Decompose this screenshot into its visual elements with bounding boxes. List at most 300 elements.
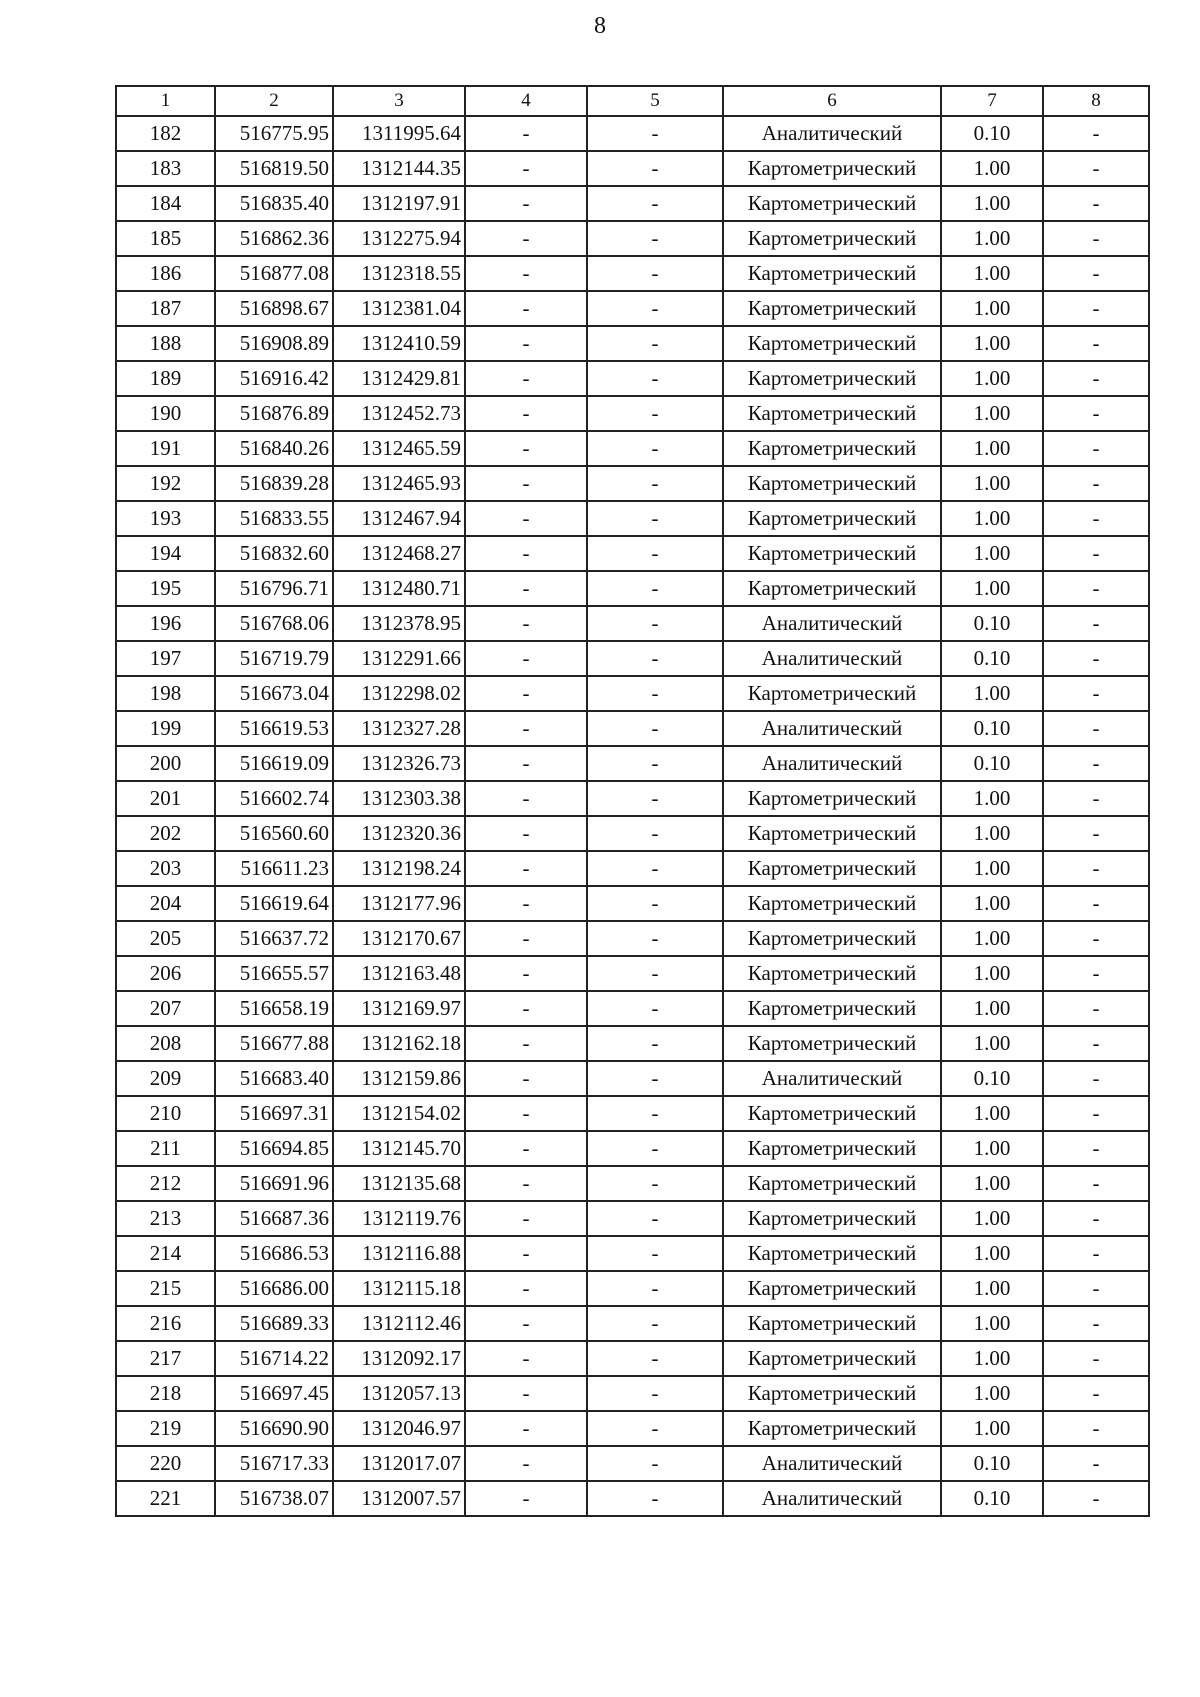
column-8-cell: -: [1043, 1201, 1149, 1236]
table-row: [116, 396, 1149, 431]
point-number-cell: 206: [116, 956, 215, 991]
point-number-cell: 195: [116, 571, 215, 606]
column-8-cell: -: [1043, 396, 1149, 431]
y-coordinate-cell: 1312170.67: [333, 921, 465, 956]
column-8-cell: -: [1043, 641, 1149, 676]
x-coordinate-cell: 516683.40: [215, 1061, 333, 1096]
table-row: [116, 431, 1149, 466]
point-number-cell: 219: [116, 1411, 215, 1446]
column-8-cell: -: [1043, 431, 1149, 466]
point-number-cell: 218: [116, 1376, 215, 1411]
table-row: [116, 641, 1149, 676]
column-header: 5: [587, 86, 723, 116]
column-4-cell: -: [465, 536, 587, 571]
table-row: [116, 1376, 1149, 1411]
column-4-cell: -: [465, 991, 587, 1026]
point-number-cell: 205: [116, 921, 215, 956]
column-4-cell: -: [465, 431, 587, 466]
table-row: [116, 151, 1149, 186]
table-row: [116, 886, 1149, 921]
coordinates-table: [115, 85, 1150, 1517]
accuracy-cell: 1.00: [941, 1201, 1043, 1236]
column-8-cell: -: [1043, 1341, 1149, 1376]
table-row: [116, 466, 1149, 501]
method-cell: Картометрический: [723, 1236, 941, 1271]
x-coordinate-cell: 516832.60: [215, 536, 333, 571]
column-4-cell: -: [465, 501, 587, 536]
column-8-cell: -: [1043, 676, 1149, 711]
y-coordinate-cell: 1312135.68: [333, 1166, 465, 1201]
method-cell: Картометрический: [723, 361, 941, 396]
accuracy-cell: 1.00: [941, 256, 1043, 291]
column-8-cell: -: [1043, 1411, 1149, 1446]
method-cell: Картометрический: [723, 571, 941, 606]
table-row: [116, 1236, 1149, 1271]
x-coordinate-cell: 516619.53: [215, 711, 333, 746]
y-coordinate-cell: 1312429.81: [333, 361, 465, 396]
accuracy-cell: 1.00: [941, 151, 1043, 186]
column-5-cell: -: [587, 186, 723, 221]
x-coordinate-cell: 516658.19: [215, 991, 333, 1026]
accuracy-cell: 1.00: [941, 361, 1043, 396]
point-number-cell: 209: [116, 1061, 215, 1096]
accuracy-cell: 1.00: [941, 676, 1043, 711]
y-coordinate-cell: 1312159.86: [333, 1061, 465, 1096]
point-number-cell: 188: [116, 326, 215, 361]
y-coordinate-cell: 1312465.59: [333, 431, 465, 466]
point-number-cell: 186: [116, 256, 215, 291]
point-number-cell: 211: [116, 1131, 215, 1166]
x-coordinate-cell: 516697.45: [215, 1376, 333, 1411]
accuracy-cell: 1.00: [941, 1131, 1043, 1166]
table-row: [116, 816, 1149, 851]
column-8-cell: -: [1043, 956, 1149, 991]
column-4-cell: -: [465, 1411, 587, 1446]
x-coordinate-cell: 516689.33: [215, 1306, 333, 1341]
column-5-cell: -: [587, 116, 723, 151]
method-cell: Картометрический: [723, 991, 941, 1026]
column-4-cell: -: [465, 746, 587, 781]
accuracy-cell: 1.00: [941, 956, 1043, 991]
column-5-cell: -: [587, 431, 723, 466]
column-4-cell: -: [465, 1271, 587, 1306]
page-number: 8: [594, 13, 606, 39]
table-row: [116, 711, 1149, 746]
point-number-cell: 217: [116, 1341, 215, 1376]
column-header: 3: [333, 86, 465, 116]
column-header: 7: [941, 86, 1043, 116]
column-5-cell: -: [587, 291, 723, 326]
column-8-cell: -: [1043, 1166, 1149, 1201]
column-5-cell: -: [587, 1411, 723, 1446]
y-coordinate-cell: 1312154.02: [333, 1096, 465, 1131]
y-coordinate-cell: 1312291.66: [333, 641, 465, 676]
method-cell: Картометрический: [723, 1201, 941, 1236]
y-coordinate-cell: 1312119.76: [333, 1201, 465, 1236]
accuracy-cell: 1.00: [941, 1271, 1043, 1306]
y-coordinate-cell: 1312162.18: [333, 1026, 465, 1061]
point-number-cell: 216: [116, 1306, 215, 1341]
x-coordinate-cell: 516694.85: [215, 1131, 333, 1166]
column-5-cell: -: [587, 816, 723, 851]
x-coordinate-cell: 516738.07: [215, 1481, 333, 1516]
table-row: [116, 1026, 1149, 1061]
y-coordinate-cell: 1312169.97: [333, 991, 465, 1026]
column-4-cell: -: [465, 186, 587, 221]
column-4-cell: -: [465, 466, 587, 501]
x-coordinate-cell: 516819.50: [215, 151, 333, 186]
method-cell: Аналитический: [723, 711, 941, 746]
column-5-cell: -: [587, 221, 723, 256]
point-number-cell: 190: [116, 396, 215, 431]
point-number-cell: 213: [116, 1201, 215, 1236]
accuracy-cell: 0.10: [941, 1481, 1043, 1516]
x-coordinate-cell: 516714.22: [215, 1341, 333, 1376]
column-4-cell: -: [465, 781, 587, 816]
column-5-cell: -: [587, 851, 723, 886]
column-5-cell: -: [587, 361, 723, 396]
column-5-cell: -: [587, 1341, 723, 1376]
column-4-cell: -: [465, 326, 587, 361]
x-coordinate-cell: 516611.23: [215, 851, 333, 886]
x-coordinate-cell: 516840.26: [215, 431, 333, 466]
point-number-cell: 214: [116, 1236, 215, 1271]
point-number-cell: 212: [116, 1166, 215, 1201]
column-header: 8: [1043, 86, 1149, 116]
column-8-cell: -: [1043, 186, 1149, 221]
table-body: [116, 116, 1149, 1516]
method-cell: Картометрический: [723, 1411, 941, 1446]
column-8-cell: -: [1043, 291, 1149, 326]
point-number-cell: 221: [116, 1481, 215, 1516]
x-coordinate-cell: 516686.00: [215, 1271, 333, 1306]
accuracy-cell: 1.00: [941, 921, 1043, 956]
column-4-cell: -: [465, 1166, 587, 1201]
point-number-cell: 197: [116, 641, 215, 676]
point-number-cell: 191: [116, 431, 215, 466]
table-row: [116, 851, 1149, 886]
x-coordinate-cell: 516677.88: [215, 1026, 333, 1061]
accuracy-cell: 1.00: [941, 571, 1043, 606]
method-cell: Картометрический: [723, 1376, 941, 1411]
column-4-cell: -: [465, 116, 587, 151]
column-8-cell: -: [1043, 116, 1149, 151]
y-coordinate-cell: 1312320.36: [333, 816, 465, 851]
x-coordinate-cell: 516862.36: [215, 221, 333, 256]
accuracy-cell: 0.10: [941, 746, 1043, 781]
y-coordinate-cell: 1312115.18: [333, 1271, 465, 1306]
column-4-cell: -: [465, 816, 587, 851]
accuracy-cell: 1.00: [941, 991, 1043, 1026]
point-number-cell: 182: [116, 116, 215, 151]
method-cell: Картометрический: [723, 1341, 941, 1376]
accuracy-cell: 1.00: [941, 1026, 1043, 1061]
column-4-cell: -: [465, 1376, 587, 1411]
column-5-cell: -: [587, 606, 723, 641]
column-8-cell: -: [1043, 1061, 1149, 1096]
column-4-cell: -: [465, 361, 587, 396]
y-coordinate-cell: 1312144.35: [333, 151, 465, 186]
column-4-cell: -: [465, 711, 587, 746]
accuracy-cell: 0.10: [941, 711, 1043, 746]
column-4-cell: -: [465, 1236, 587, 1271]
y-coordinate-cell: 1312145.70: [333, 1131, 465, 1166]
accuracy-cell: 1.00: [941, 781, 1043, 816]
column-8-cell: -: [1043, 886, 1149, 921]
column-4-cell: -: [465, 1096, 587, 1131]
column-8-cell: -: [1043, 711, 1149, 746]
accuracy-cell: 1.00: [941, 501, 1043, 536]
column-5-cell: -: [587, 886, 723, 921]
column-5-cell: -: [587, 1271, 723, 1306]
column-8-cell: -: [1043, 921, 1149, 956]
accuracy-cell: 1.00: [941, 291, 1043, 326]
x-coordinate-cell: 516602.74: [215, 781, 333, 816]
column-4-cell: -: [465, 1481, 587, 1516]
column-8-cell: -: [1043, 746, 1149, 781]
table-row: [116, 781, 1149, 816]
x-coordinate-cell: 516835.40: [215, 186, 333, 221]
x-coordinate-cell: 516719.79: [215, 641, 333, 676]
column-5-cell: -: [587, 326, 723, 361]
column-8-cell: -: [1043, 606, 1149, 641]
column-4-cell: -: [465, 1131, 587, 1166]
x-coordinate-cell: 516691.96: [215, 1166, 333, 1201]
accuracy-cell: 1.00: [941, 1411, 1043, 1446]
y-coordinate-cell: 1312480.71: [333, 571, 465, 606]
accuracy-cell: 1.00: [941, 1166, 1043, 1201]
y-coordinate-cell: 1312467.94: [333, 501, 465, 536]
table-row: [116, 291, 1149, 326]
method-cell: Картометрический: [723, 291, 941, 326]
y-coordinate-cell: 1312007.57: [333, 1481, 465, 1516]
point-number-cell: 183: [116, 151, 215, 186]
x-coordinate-cell: 516673.04: [215, 676, 333, 711]
column-8-cell: -: [1043, 571, 1149, 606]
column-4-cell: -: [465, 221, 587, 256]
y-coordinate-cell: 1312163.48: [333, 956, 465, 991]
y-coordinate-cell: 1312112.46: [333, 1306, 465, 1341]
column-8-cell: -: [1043, 1096, 1149, 1131]
column-8-cell: -: [1043, 361, 1149, 396]
method-cell: Картометрический: [723, 851, 941, 886]
y-coordinate-cell: 1312327.28: [333, 711, 465, 746]
column-5-cell: -: [587, 921, 723, 956]
accuracy-cell: 0.10: [941, 1446, 1043, 1481]
table-row: [116, 1061, 1149, 1096]
method-cell: Аналитический: [723, 1481, 941, 1516]
point-number-cell: 184: [116, 186, 215, 221]
column-5-cell: -: [587, 1376, 723, 1411]
column-8-cell: -: [1043, 501, 1149, 536]
column-header: 2: [215, 86, 333, 116]
table-row: [116, 1096, 1149, 1131]
column-8-cell: -: [1043, 466, 1149, 501]
column-8-cell: -: [1043, 1446, 1149, 1481]
method-cell: Картометрический: [723, 396, 941, 431]
table-row: [116, 1306, 1149, 1341]
column-5-cell: -: [587, 466, 723, 501]
method-cell: Картометрический: [723, 1306, 941, 1341]
column-8-cell: -: [1043, 1236, 1149, 1271]
x-coordinate-cell: 516697.31: [215, 1096, 333, 1131]
table-row: [116, 991, 1149, 1026]
y-coordinate-cell: 1312381.04: [333, 291, 465, 326]
column-4-cell: -: [465, 1026, 587, 1061]
column-8-cell: -: [1043, 781, 1149, 816]
method-cell: Картометрический: [723, 921, 941, 956]
column-8-cell: -: [1043, 1131, 1149, 1166]
column-8-cell: -: [1043, 816, 1149, 851]
y-coordinate-cell: 1312017.07: [333, 1446, 465, 1481]
x-coordinate-cell: 516655.57: [215, 956, 333, 991]
table-row: [116, 221, 1149, 256]
column-8-cell: -: [1043, 851, 1149, 886]
accuracy-cell: 1.00: [941, 1376, 1043, 1411]
table-row: [116, 361, 1149, 396]
column-5-cell: -: [587, 1026, 723, 1061]
column-8-cell: -: [1043, 221, 1149, 256]
accuracy-cell: 1.00: [941, 326, 1043, 361]
method-cell: Картометрический: [723, 466, 941, 501]
column-5-cell: -: [587, 571, 723, 606]
column-5-cell: -: [587, 501, 723, 536]
point-number-cell: 201: [116, 781, 215, 816]
column-header: 4: [465, 86, 587, 116]
y-coordinate-cell: 1311995.64: [333, 116, 465, 151]
column-5-cell: -: [587, 711, 723, 746]
column-8-cell: -: [1043, 991, 1149, 1026]
column-4-cell: -: [465, 291, 587, 326]
table-row: [116, 186, 1149, 221]
method-cell: Картометрический: [723, 431, 941, 466]
point-number-cell: 203: [116, 851, 215, 886]
x-coordinate-cell: 516916.42: [215, 361, 333, 396]
table-row: [116, 1481, 1149, 1516]
accuracy-cell: 1.00: [941, 1096, 1043, 1131]
column-8-cell: -: [1043, 256, 1149, 291]
column-5-cell: -: [587, 1061, 723, 1096]
column-5-cell: -: [587, 676, 723, 711]
y-coordinate-cell: 1312177.96: [333, 886, 465, 921]
method-cell: Аналитический: [723, 1446, 941, 1481]
table-row: [116, 116, 1149, 151]
x-coordinate-cell: 516768.06: [215, 606, 333, 641]
accuracy-cell: 1.00: [941, 221, 1043, 256]
column-5-cell: -: [587, 781, 723, 816]
accuracy-cell: 1.00: [941, 886, 1043, 921]
x-coordinate-cell: 516796.71: [215, 571, 333, 606]
x-coordinate-cell: 516619.64: [215, 886, 333, 921]
x-coordinate-cell: 516876.89: [215, 396, 333, 431]
point-number-cell: 194: [116, 536, 215, 571]
table-row: [116, 606, 1149, 641]
point-number-cell: 207: [116, 991, 215, 1026]
y-coordinate-cell: 1312057.13: [333, 1376, 465, 1411]
point-number-cell: 220: [116, 1446, 215, 1481]
y-coordinate-cell: 1312410.59: [333, 326, 465, 361]
x-coordinate-cell: 516717.33: [215, 1446, 333, 1481]
method-cell: Картометрический: [723, 1131, 941, 1166]
column-5-cell: -: [587, 1236, 723, 1271]
x-coordinate-cell: 516637.72: [215, 921, 333, 956]
y-coordinate-cell: 1312468.27: [333, 536, 465, 571]
y-coordinate-cell: 1312092.17: [333, 1341, 465, 1376]
column-4-cell: -: [465, 851, 587, 886]
y-coordinate-cell: 1312116.88: [333, 1236, 465, 1271]
y-coordinate-cell: 1312298.02: [333, 676, 465, 711]
y-coordinate-cell: 1312465.93: [333, 466, 465, 501]
accuracy-cell: 0.10: [941, 606, 1043, 641]
column-4-cell: -: [465, 676, 587, 711]
column-5-cell: -: [587, 1481, 723, 1516]
column-4-cell: -: [465, 1306, 587, 1341]
table-row: [116, 571, 1149, 606]
table-row: [116, 956, 1149, 991]
method-cell: Картометрический: [723, 326, 941, 361]
point-number-cell: 189: [116, 361, 215, 396]
method-cell: Картометрический: [723, 151, 941, 186]
column-header: 1: [116, 86, 215, 116]
y-coordinate-cell: 1312198.24: [333, 851, 465, 886]
method-cell: Картометрический: [723, 1271, 941, 1306]
accuracy-cell: 1.00: [941, 466, 1043, 501]
method-cell: Картометрический: [723, 676, 941, 711]
y-coordinate-cell: 1312197.91: [333, 186, 465, 221]
column-4-cell: -: [465, 151, 587, 186]
column-5-cell: -: [587, 536, 723, 571]
point-number-cell: 204: [116, 886, 215, 921]
table-row: [116, 1166, 1149, 1201]
y-coordinate-cell: 1312452.73: [333, 396, 465, 431]
accuracy-cell: 0.10: [941, 1061, 1043, 1096]
method-cell: Аналитический: [723, 641, 941, 676]
method-cell: Аналитический: [723, 746, 941, 781]
column-5-cell: -: [587, 641, 723, 676]
column-5-cell: -: [587, 256, 723, 291]
accuracy-cell: 1.00: [941, 1236, 1043, 1271]
point-number-cell: 202: [116, 816, 215, 851]
y-coordinate-cell: 1312326.73: [333, 746, 465, 781]
table-row: [116, 1446, 1149, 1481]
column-4-cell: -: [465, 1061, 587, 1096]
column-4-cell: -: [465, 1341, 587, 1376]
method-cell: Картометрический: [723, 781, 941, 816]
table-row: [116, 501, 1149, 536]
table-row: [116, 1411, 1149, 1446]
point-number-cell: 199: [116, 711, 215, 746]
table-row: [116, 326, 1149, 361]
accuracy-cell: 1.00: [941, 1306, 1043, 1341]
table-row: [116, 1131, 1149, 1166]
method-cell: Картометрический: [723, 1096, 941, 1131]
method-cell: Картометрический: [723, 816, 941, 851]
y-coordinate-cell: 1312318.55: [333, 256, 465, 291]
x-coordinate-cell: 516908.89: [215, 326, 333, 361]
table-row: [116, 746, 1149, 781]
x-coordinate-cell: 516775.95: [215, 116, 333, 151]
column-5-cell: -: [587, 1096, 723, 1131]
accuracy-cell: 0.10: [941, 116, 1043, 151]
column-5-cell: -: [587, 151, 723, 186]
method-cell: Картометрический: [723, 886, 941, 921]
x-coordinate-cell: 516833.55: [215, 501, 333, 536]
method-cell: Картометрический: [723, 221, 941, 256]
x-coordinate-cell: 516898.67: [215, 291, 333, 326]
column-header: 6: [723, 86, 941, 116]
column-5-cell: -: [587, 1306, 723, 1341]
method-cell: Картометрический: [723, 501, 941, 536]
